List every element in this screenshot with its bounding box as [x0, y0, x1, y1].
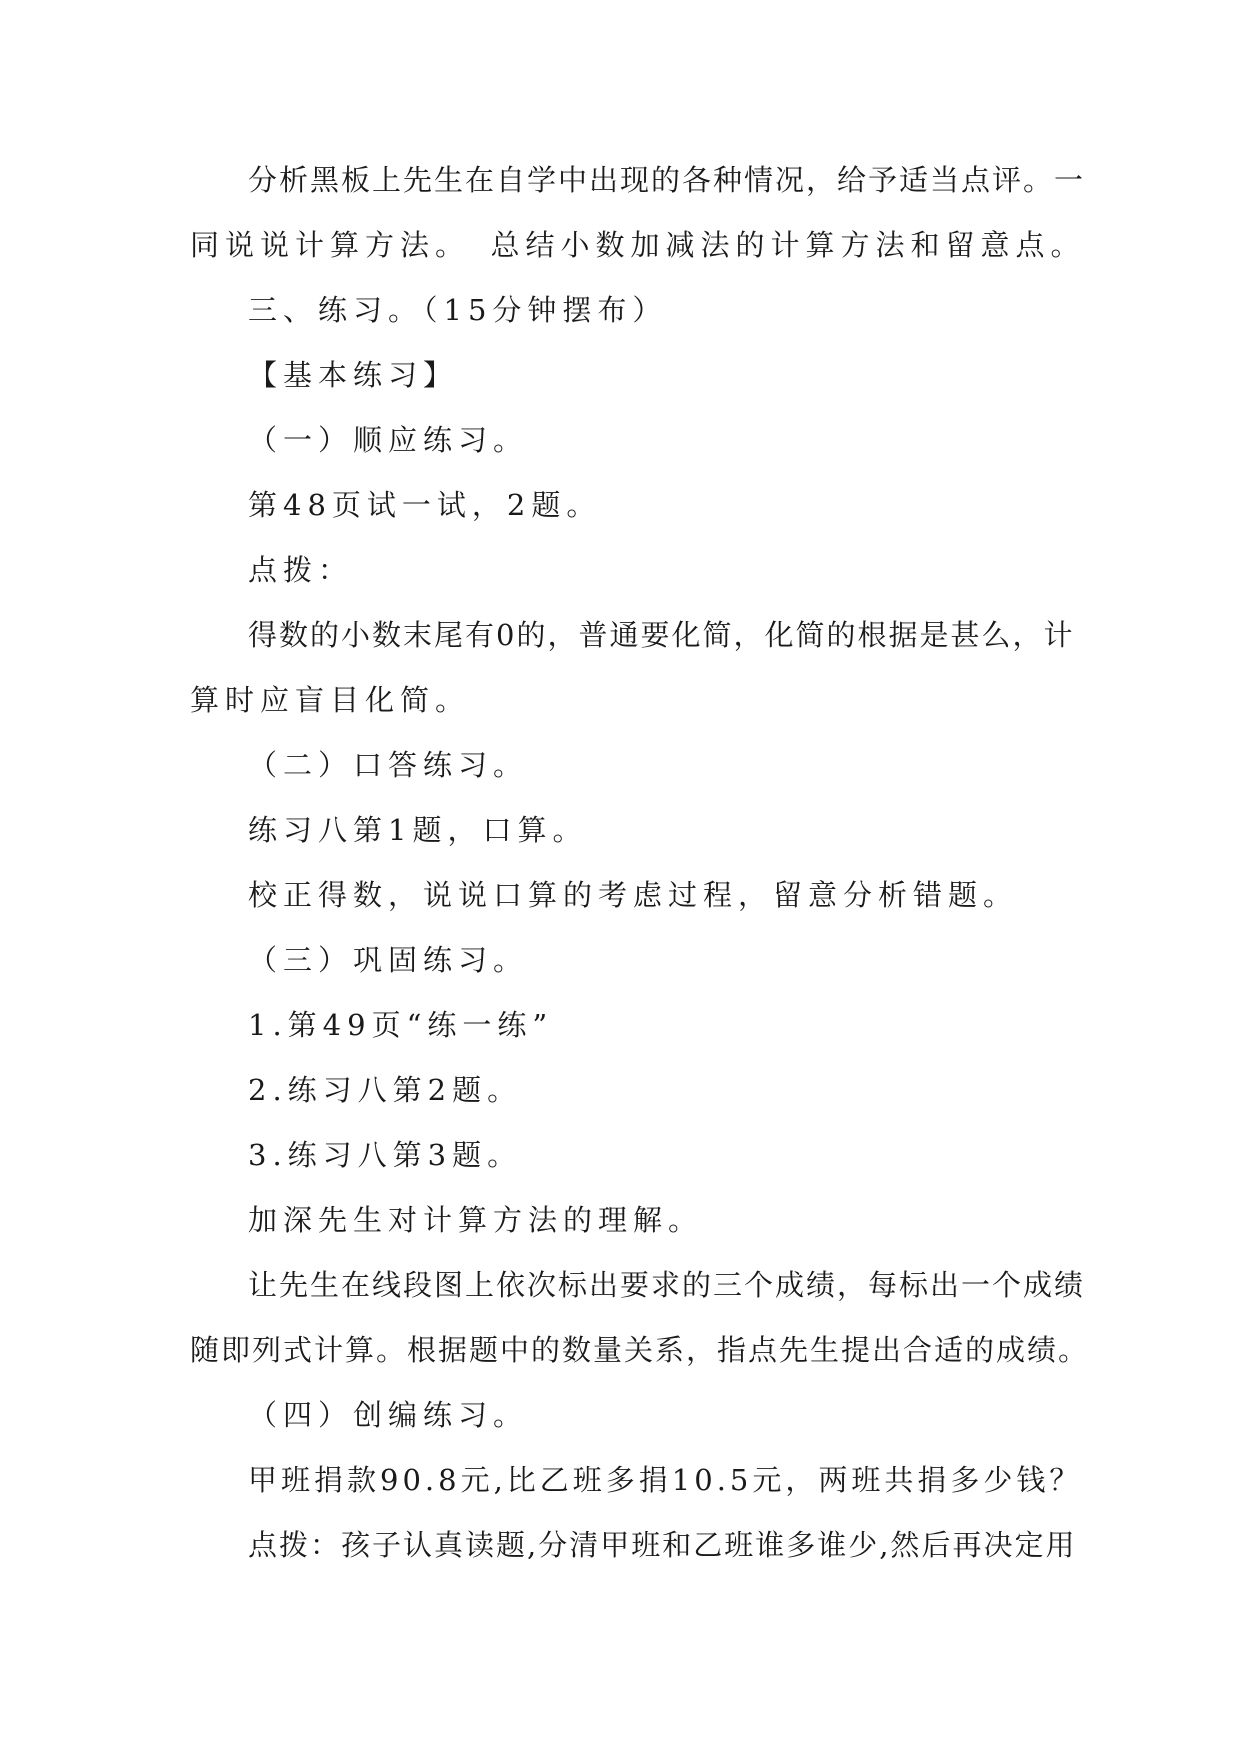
text-line: 让先生在线段图上依次标出要求的三个成绩，每标出一个成绩 — [248, 1268, 1086, 1302]
text-line: 随即列式计算。根据题中的数量关系，指点先生提出合适的成绩。 — [190, 1333, 1090, 1367]
text-line: 甲班捐款90.8元,比乙班多捐10.5元，两班共捐多少钱？ — [248, 1463, 1083, 1497]
text-line: 3.练习八第3题。 — [248, 1138, 523, 1172]
text-line: （一）顺应练习。 — [248, 423, 529, 457]
text-line: 第48页试一试，2题。 — [248, 488, 602, 522]
text-line: 点拨： — [248, 553, 354, 587]
text-line: 算时应盲目化简。 — [190, 683, 471, 717]
text-line: （二）口答练习。 — [248, 748, 529, 782]
text-line: 校正得数，说说口算的考虑过程，留意分析错题。 — [248, 878, 1019, 912]
text-line: 练习八第1题，口算。 — [248, 813, 588, 847]
text-line: 1.第49页“练一练” — [248, 1008, 554, 1042]
text-line: 分析黑板上先生在自学中出现的各种情况，给予适当点评。一 — [248, 163, 1086, 197]
text-line: 2.练习八第2题。 — [248, 1073, 523, 1107]
section-heading: 【基本练习】 — [248, 358, 459, 392]
text-line: 三、练习。（15分钟摆布） — [248, 293, 668, 327]
text-line: （四）创编练习。 — [248, 1398, 529, 1432]
text-line: 加深先生对计算方法的理解。 — [248, 1203, 704, 1237]
text-line: 同说说计算方法。 总结小数加减法的计算方法和留意点。 — [190, 228, 1086, 262]
text-line: （三）巩固练习。 — [248, 943, 529, 977]
text-line: 点拨：孩子认真读题,分清甲班和乙班谁多谁少,然后再决定用 — [248, 1528, 1077, 1562]
text-line: 得数的小数末尾有0的，普通要化简，化简的根据是甚么，计 — [248, 618, 1075, 652]
